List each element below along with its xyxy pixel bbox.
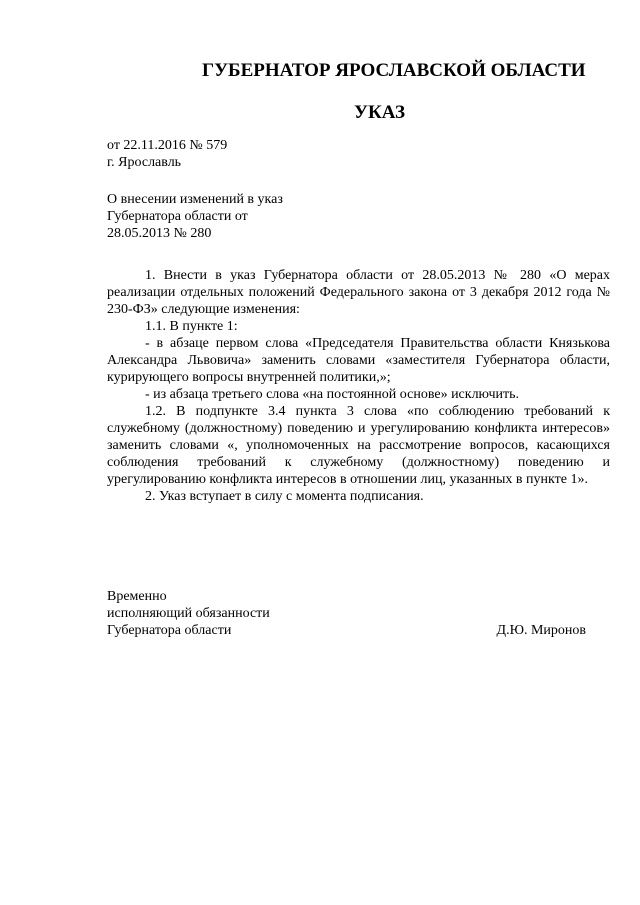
subject-line: Губернатора области от	[107, 209, 248, 224]
document-title: ГУБЕРНАТОР ЯРОСЛАВСКОЙ ОБЛАСТИ	[202, 60, 586, 81]
document-meta	[107, 137, 227, 171]
body-paragraph: - из абзаца третьего слова «на постоянной основе» исключить.	[145, 387, 520, 402]
signature-position-line: Губернатора области	[107, 623, 232, 638]
document-type: УКАЗ	[354, 102, 405, 123]
date-number: от 22.11.2016 № 579	[107, 138, 228, 153]
document-body	[107, 267, 610, 505]
signature-row	[107, 622, 610, 639]
body-paragraph: 2. Указ вступает в силу с момента подписания.	[145, 489, 424, 504]
body-paragraph: 1.1. В пункте 1:	[145, 319, 238, 334]
signature-block	[107, 588, 610, 639]
signature-position-line: Временно	[107, 589, 167, 604]
subject-line: 28.05.2013 № 280	[107, 226, 212, 241]
signature-position-line: исполняющий обязанности	[107, 606, 270, 621]
body-paragraph: 1. Внести в указ Губернатора области от 28.05.2013 № 280 «О мерах реализации отдельных положений Федерального закона от 3 декабря 2012 года № 230-ФЗ» следующие изменения:	[107, 268, 610, 317]
city: г. Ярославль	[107, 155, 182, 170]
body-paragraph: 1.2. В подпункте 3.4 пункта 3 слова «по соблюдению требований к служебному (должностному) поведению и урегулированию конфликта интересов» заменить словами «, уполномоченных на рассмотрение вопросов, касающихся соблюдения требований к служебному (должностному) поведению и урегулированию конфликта интересов в отношении лиц, указанных в пункте 1».	[107, 404, 610, 487]
body-paragraph: - в абзаце первом слова «Председателя Правительства области Князькова Александра Львовича» заменить словами «заместителя Губернатора области, курирующего вопросы внутренней политики,»;	[107, 336, 610, 385]
subject-line: О внесении изменений в указ	[107, 192, 283, 207]
document-subject	[107, 191, 283, 242]
signatory-name: Д.Ю. Миронов	[496, 623, 586, 638]
